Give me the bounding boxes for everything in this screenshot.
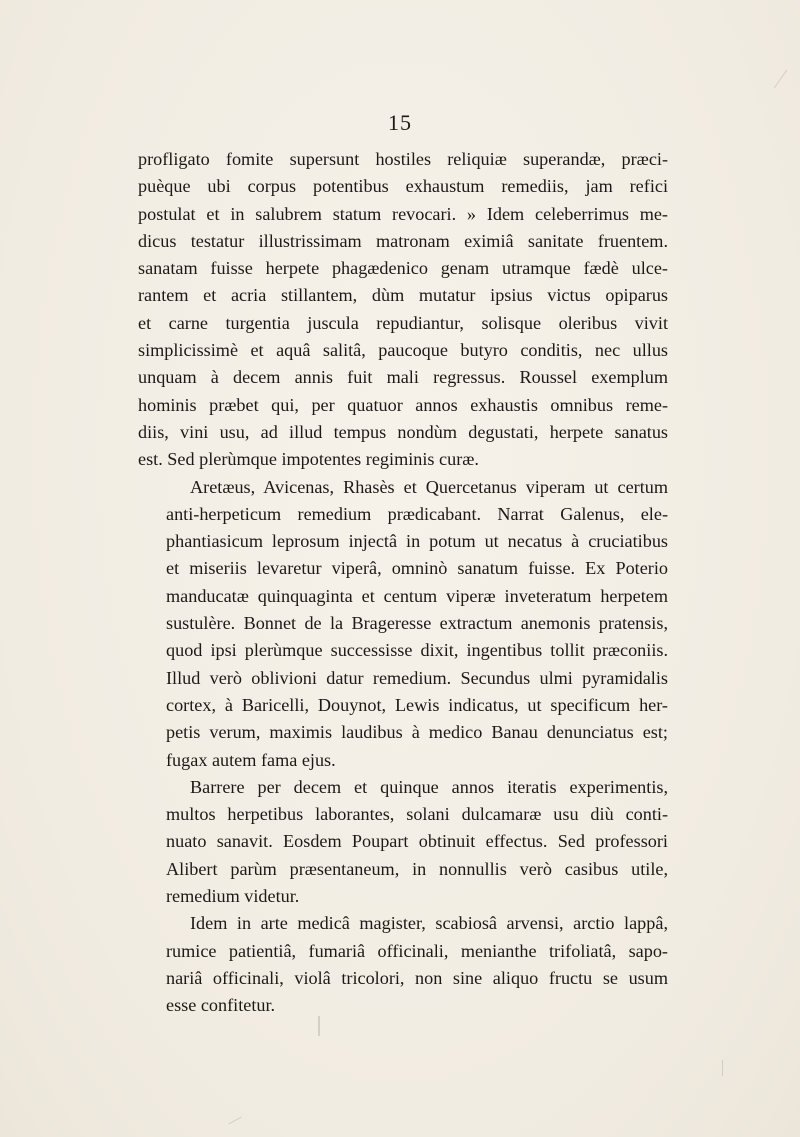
text-line: nuato sanavit. Eosdem Poupart obtinuit effectus. Sed professori: [166, 831, 668, 852]
text-line: Alibert parùm præsentaneum, in nonnullis verò casibus utile,: [166, 858, 668, 879]
paper-speck: [229, 1117, 242, 1124]
text-line: multos herpetibus laborantes, solani dulcamaræ usu diù conti-: [166, 804, 668, 825]
paragraph-2: [138, 474, 668, 774]
text-line: anti-herpeticum remedium prædicabant. Narrat Galenus, ele-: [166, 503, 668, 524]
text-line: phantiasicum leprosum injectâ in potum ut necatus à cruciatibus: [166, 531, 668, 552]
text-line: quod ipsi plerùmque successisse dixit, ingentibus tollit præconiis.: [166, 640, 668, 661]
text-line: diis, vini usu, ad illud tempus nondùm degustati, herpete sanatus: [138, 421, 668, 442]
text-line: postulat et in salubrem statum revocari. » Idem celeberrimus me-: [138, 203, 668, 224]
text-line: Aretæus, Avicenas, Rhasès et Quercetanus viperam ut certum: [190, 476, 668, 497]
text-line: est. Sed plerùmque impotentes regiminis curæ.: [138, 449, 479, 470]
text-line: fugax autem fama ejus.: [166, 749, 336, 770]
text-line: sanatam fuisse herpete phagædenico genam utramque fædè ulce-: [138, 258, 668, 279]
paper-speck: [318, 1016, 320, 1036]
text-line: simplicissimè et aquâ salitâ, paucoque butyro conditis, nec ullus: [138, 340, 668, 361]
paragraph-3: [138, 774, 668, 910]
paragraph-4: [138, 910, 668, 1019]
text-line: manducatæ quinquaginta et centum viperæ inveteratum herpetem: [166, 585, 668, 606]
text-line: puèque ubi corpus potentibus exhaustum remediis, jam refici: [138, 176, 668, 197]
text-line: remedium videtur.: [166, 886, 300, 907]
paragraph-1: [138, 146, 668, 474]
text-line: rumice patientiâ, fumariâ officinali, menianthe trifoliatâ, sapo-: [166, 940, 668, 961]
text-line: rantem et acria stillantem, dùm mutatur ipsius victus opiparus: [138, 285, 668, 306]
text-line: cortex, à Baricelli, Douynot, Lewis indicatus, ut specificum her-: [166, 694, 668, 715]
text-line: unquam à decem annis fuit mali regressus. Roussel exemplum: [138, 367, 668, 388]
text-line: dicus testatur illustrissimam matronam eximiâ sanitate fruentem.: [138, 230, 668, 251]
text-line: nariâ officinali, violâ tricolori, non sine aliquo fructu se usum: [166, 967, 668, 988]
text-line: hominis præbet qui, per quatuor annos exhaustis omnibus reme-: [138, 394, 668, 415]
text-line: et miseriis levaretur viperâ, omninò sanatum fuisse. Ex Poterio: [166, 558, 668, 579]
text-line: sustulère. Bonnet de la Brageresse extractum anemonis pratensis,: [166, 613, 668, 634]
text-line: Idem in arte medicâ magister, scabiosâ arvensi, arctio lappâ,: [190, 913, 668, 934]
text-line: Barrere per decem et quinque annos iteratis experimentis,: [190, 776, 668, 797]
text-line: et carne turgentia juscula repudiantur, solisque oleribus vivit: [138, 312, 668, 333]
text-line: Illud verò oblivioni datur remedium. Secundus ulmi pyramidalis: [166, 667, 668, 688]
page-number: 15: [388, 110, 412, 135]
body-text: [138, 146, 668, 1020]
paper-speck: [774, 70, 787, 89]
text-line: profligato fomite supersunt hostiles reliquiæ superandæ, præci-: [138, 149, 668, 169]
paper-speck: [722, 1060, 723, 1076]
text-line: petis verum, maximis laudibus à medico Banau denunciatus est;: [166, 722, 668, 743]
text-line: esse confitetur.: [166, 995, 276, 1016]
